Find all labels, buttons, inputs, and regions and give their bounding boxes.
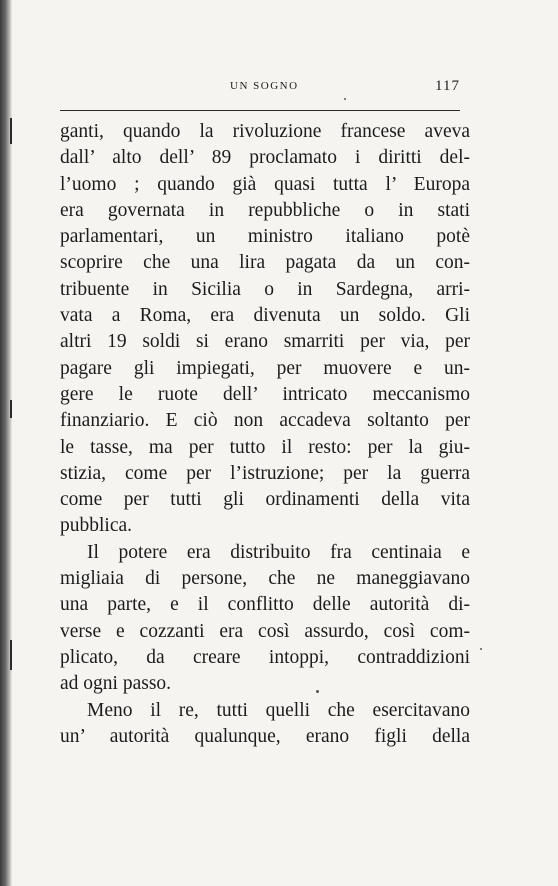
text-line: una parte, e il conflitto delle autorità di-: [60, 594, 470, 616]
print-speck: [480, 648, 482, 650]
text-line: tribuente in Sicilia o in Sardegna, arri-: [60, 278, 470, 300]
text-line: le tasse, ma per tutto il resto: per la giu-: [60, 436, 470, 458]
running-head-title: UN SOGNO: [230, 80, 299, 92]
text-line: Il potere era distribuito fra centinaia e: [87, 541, 470, 563]
text-line: come per tutti gli ordinamenti della vita: [60, 489, 470, 511]
text-line: finanziario. E ciò non accadeva soltanto per: [60, 410, 470, 432]
text-line: vata a Roma, era divenuta un soldo. Gli: [60, 305, 470, 327]
header-rule: [60, 110, 460, 111]
print-speck: [316, 690, 319, 693]
text-line: migliaia di persone, che ne maneggiavano: [60, 568, 470, 590]
text-line: stizia, come per l’istruzione; per la guerra: [60, 462, 470, 484]
text-line: verse e cozzanti era così assurdo, così com-: [60, 620, 470, 642]
text-line: pagare gli impiegati, per muovere e un-: [60, 357, 470, 379]
text-line: parlamentari, un ministro italiano potè: [60, 226, 470, 248]
text-line: gere le ruote dell’ intricato meccanismo: [60, 383, 470, 405]
text-line: un’ autorità qualunque, erano figli della: [60, 725, 470, 747]
binding-mark: [10, 400, 12, 418]
text-line: scoprire che una lira pagata da un con-: [60, 252, 470, 274]
page-number: 117: [435, 78, 460, 94]
text-line: plicato, da creare intoppi, contraddizioni: [60, 646, 470, 668]
text-line: ganti, quando la rivoluzione francese aveva: [60, 121, 470, 142]
body-text: [60, 119, 470, 750]
text-line: era governata in repubbliche o in stati: [60, 199, 470, 221]
text-line: altri 19 soldi si erano smarriti per via, per: [60, 331, 470, 353]
text-line: Meno il re, tutti quelli che esercitavano: [87, 699, 470, 721]
text-line: pubblica.: [60, 515, 133, 537]
binding-mark: [10, 118, 12, 144]
print-speck: [344, 98, 346, 100]
running-head: [60, 78, 460, 100]
text-line: dall’ alto dell’ 89 proclamato i diritti del-: [60, 147, 470, 169]
text-line: ad ogni passo.: [60, 673, 172, 695]
text-line: l’uomo ; quando già quasi tutta l’ Europa: [60, 173, 470, 195]
binding-mark: [10, 640, 12, 670]
